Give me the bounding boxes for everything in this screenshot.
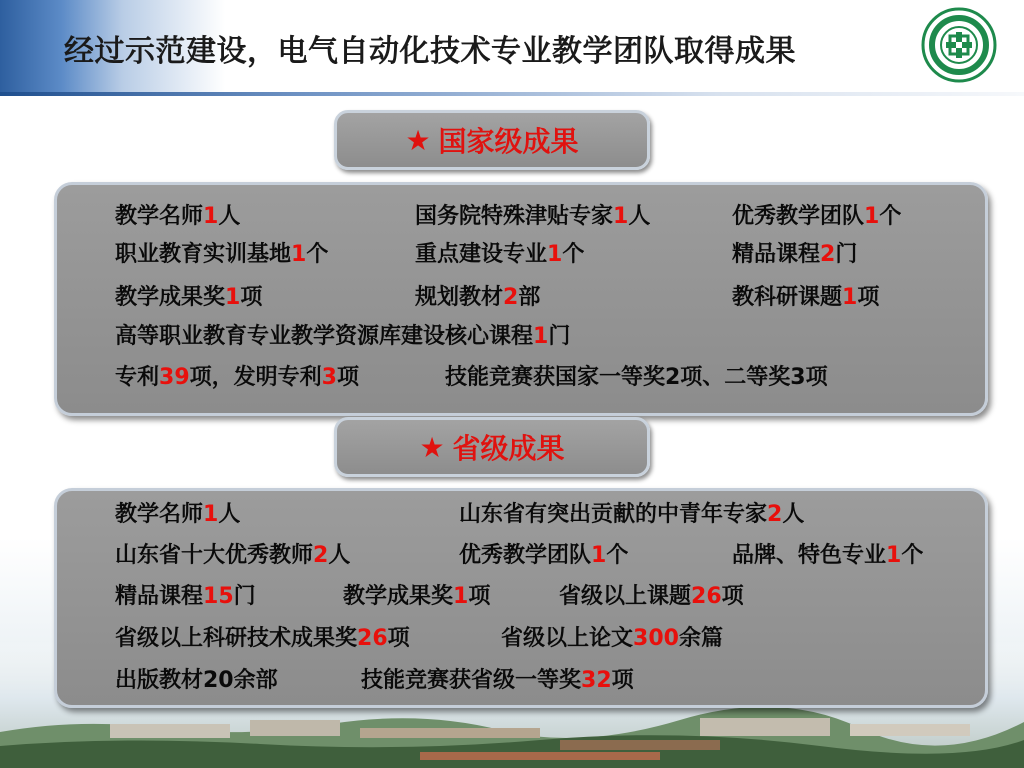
list-item: 山东省十大优秀教师2人 (115, 543, 351, 568)
list-item: 省级以上课题26项 (559, 584, 744, 609)
list-item: 教学成果奖1项 (115, 285, 263, 310)
list-item: 教科研课题1项 (732, 285, 880, 310)
list-item: 技能竞赛获省级一等奖32项 (361, 668, 634, 693)
list-item: 山东省有突出贡献的中青年专家2人 (459, 502, 805, 527)
star-icon: ★ (405, 123, 431, 157)
list-item: 优秀教学团队1个 (459, 543, 629, 568)
page-title: 经过示范建设，电气自动化技术专业教学团队取得成果 (64, 34, 796, 69)
list-item: 省级以上科研技术成果奖26项 (115, 626, 410, 651)
header-divider (0, 92, 1024, 96)
list-item: 职业教育实训基地1个 (115, 242, 329, 267)
list-item: 国务院特殊津贴专家1人 (415, 204, 651, 229)
list-item: 出版教材20余部 (115, 668, 278, 693)
list-item: 专利39项，发明专利3项 (115, 365, 359, 390)
provincial-results-heading (334, 417, 650, 477)
list-item: 精品课程2门 (732, 242, 858, 267)
list-item: 品牌、特色专业1个 (732, 543, 924, 568)
list-item: 规划教材2部 (415, 285, 541, 310)
list-item: 优秀教学团队1个 (732, 204, 902, 229)
list-item: 高等职业教育专业教学资源库建设核心课程1门 (115, 324, 571, 349)
list-item: 省级以上论文300余篇 (501, 626, 723, 651)
list-item: 教学名师1人 (115, 204, 241, 229)
list-item: 精品课程15门 (115, 584, 256, 609)
list-item: 技能竞赛获国家一等奖2项、二等奖3项 (445, 365, 828, 390)
national-results-panel (54, 182, 988, 416)
provincial-results-panel (54, 488, 988, 708)
provincial-heading-label: 省级成果 (452, 432, 565, 465)
header-bar (0, 0, 1024, 96)
school-emblem-icon (920, 6, 998, 84)
national-heading-label: 国家级成果 (438, 125, 579, 158)
list-item: 教学成果奖1项 (343, 584, 491, 609)
national-results-heading (334, 110, 650, 170)
star-icon: ★ (419, 430, 445, 464)
list-item: 教学名师1人 (115, 502, 241, 527)
list-item: 重点建设专业1个 (415, 242, 585, 267)
